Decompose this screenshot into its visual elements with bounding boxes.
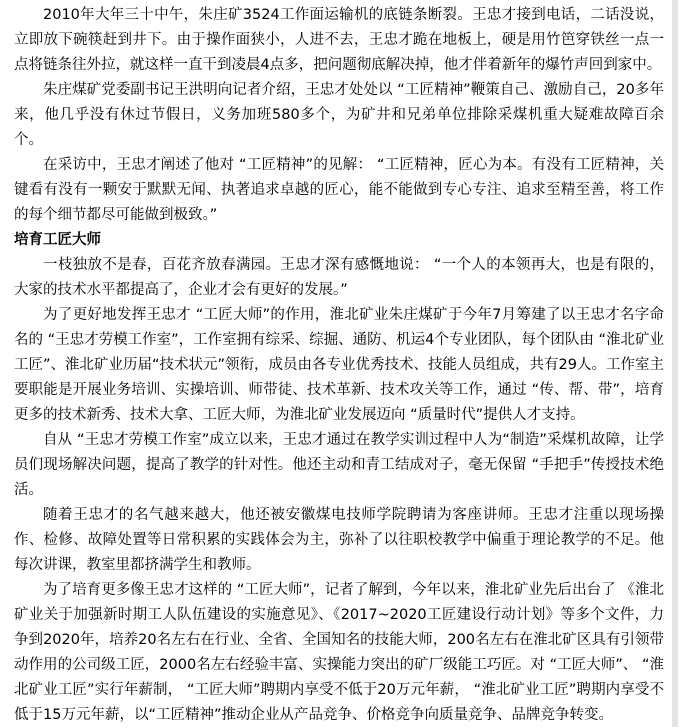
article-paragraph: 随着王忠才的名气越来越大，他还被安徽煤电技师学院聘请为客座讲师。王忠才注重以现场操作、检修、故障处置等日常积累的实践体会为主，弥补了以往职校教学中偏重于理论教学的不足。他每次讲课，教室里都挤满学生和教师。 — [14, 507, 664, 573]
scrollbar-track[interactable] — [672, 0, 678, 727]
article-paragraph: 在采访中，王忠才阐述了他对 “工匠精神”的见解： “工匠精神，匠心为本。有没有工匠精神，关键看有没有一颗安于默默无闻、执著追求卓越的匠心，能不能做到专心专注、追求至精至善，将工作的每个细节都尽可能做到极致。” — [14, 157, 664, 223]
article — [14, 3, 664, 728]
article-paragraph: 为了更好地发挥王忠才 “工匠大师”的作用，淮北矿业朱庄煤矿于今年7月筹建了以王忠才名字命名的 “王忠才劳模工作室”，工作室拥有综采、综掘、通防、机运4个专业团队，每个团队由 “淮北矿业工匠”、淮北矿业历届“技术状元”领衔，成员由各专业优秀技术、技能人员组成，共有29人。工作室主要职能是开展业务培训、实操培训、师带徒、技术革新、技术攻关等工作，通过 “传、帮、带”，培育更多的技术新秀、技术大拿、工匠大师，为淮北矿业发展迈向 “质量时代”提供人才支持。 — [14, 307, 664, 423]
article-paragraph: 2010年大年三十中午，朱庄矿3524工作面运输机的底链条断裂。王忠才接到电话，二话没说，立即放下碗筷赶到井下。由于操作面狭小，人进不去，王忠才跪在地板上，硬是用竹笆穿铁丝一点一点将链条往外拉，就这样一直干到凌晨4点多，把问题彻底解决掉，他才伴着新年的爆竹声回到家中。 — [14, 7, 664, 73]
article-paragraph: 为了培育更多像王忠才这样的 “工匠大师”，记者了解到，今年以来，淮北矿业先后出台了 《淮北矿业关于加强新时期工人队伍建设的实施意见》、《2017~2020工匠建设行动计划》等多个文件，力争到2020年，培养20名左右在行业、全省、全国知名的技能大师，200名左右在淮北矿区具有引领带动作用的公司级工匠，2000名左右经验丰富、实操能力突出的矿厂级能工巧匠。对 “工匠大师”、 “淮北矿业工匠”实行年薪制， “工匠大师”聘期内享受不低于20万元年薪， “淮北矿业工匠”聘期内享受不低于15万元年薪，以“工匠精神”推动企业从产品竞争、价格竞争向质量竞争、品牌竞争转变。 — [14, 582, 664, 723]
section-heading: 培育工匠大师 — [14, 232, 101, 248]
article-paragraph: 一枝独放不是春，百花齐放春满园。王忠才深有感慨地说： “一个人的本领再大，也是有限的，大家的技术水平都提高了，企业才会有更好的发展。” — [14, 257, 664, 298]
article-paragraph: 朱庄煤矿党委副书记王洪明向记者介绍，王忠才处处以 “工匠精神”鞭策自己、激励自己，20多年来，他几乎没有休过节假日，义务加班580多个，为矿井和兄弟单位排除采煤机重大疑难故障百余个。 — [14, 82, 664, 148]
article-paragraph: 自从 “王忠才劳模工作室”成立以来，王忠才通过在教学实训过程中人为“制造”采煤机故障，让学员们现场解决问题，提高了教学的针对性。他还主动和青工结成对子，毫无保留 “手把手”传授技术绝活。 — [14, 432, 664, 498]
